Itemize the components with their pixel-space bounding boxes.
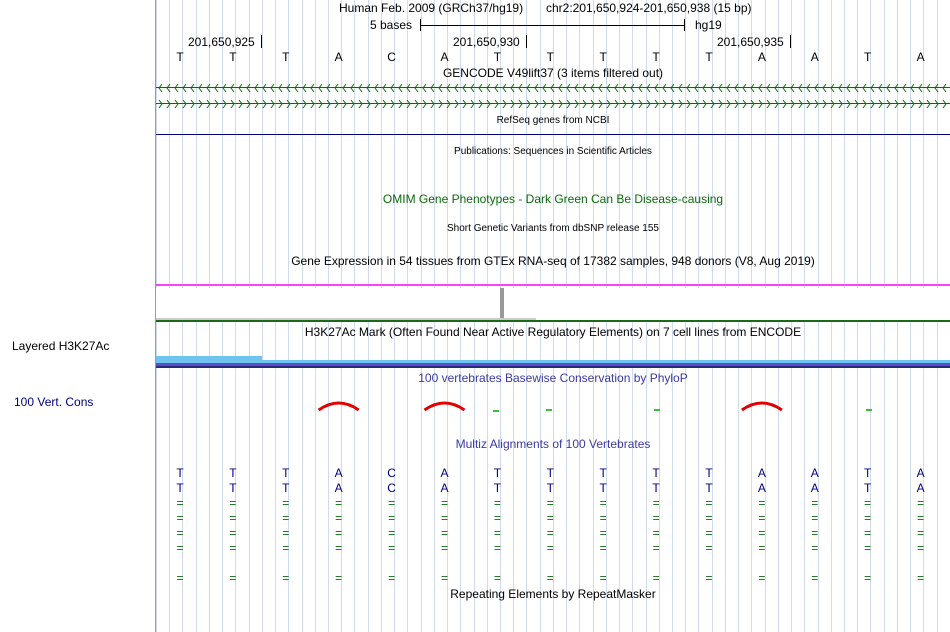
alignment-base-rhesus: T	[546, 481, 554, 495]
h3k27ac-signal-3[interactable]	[156, 366, 950, 368]
alignment-base-elephant: =	[440, 526, 448, 540]
alignment-base-rhesus: A	[757, 481, 766, 495]
alignment-base-human: A	[757, 466, 766, 480]
alignment-base-elephant: =	[864, 526, 872, 540]
phylop-low-mark	[546, 409, 552, 411]
alignment-base-mouse: =	[440, 496, 448, 510]
alignment-base-rhesus: T	[282, 481, 290, 495]
alignment-base-rhesus: C	[387, 481, 396, 495]
alignment-base-chicken: =	[811, 541, 819, 555]
phylop-low-mark	[493, 410, 499, 412]
multiz-track-title[interactable]: Multiz Alignments of 100 Vertebrates	[455, 437, 651, 451]
gtex-aox2p-bar[interactable]	[156, 284, 950, 286]
alignment-base-dog: =	[282, 511, 290, 525]
gtex-divider	[156, 320, 950, 322]
alignment-base-human: C	[387, 466, 396, 480]
gtex-ac007163-area[interactable]	[156, 288, 950, 320]
dbsnp-track-title[interactable]: Short Genetic Variants from dbSNP release 155	[447, 223, 659, 234]
alignment-base-zebrafish: =	[282, 571, 290, 585]
alignment-base-mouse: =	[282, 496, 290, 510]
publications-track-title[interactable]: Publications: Sequences in Scientific Articles	[454, 146, 652, 157]
alignment-base-zebrafish: =	[229, 571, 237, 585]
alignment-base-dog: =	[917, 511, 925, 525]
alignment-base-mouse: =	[705, 496, 713, 510]
position-readout: chr2:201,650,924-201,650,938 (15 bp)	[546, 1, 752, 15]
alignment-base-chicken: =	[176, 541, 184, 555]
sequence-base: T	[864, 50, 872, 64]
scale-bar-line	[420, 25, 684, 26]
phylop-conservation-plot[interactable]	[156, 398, 950, 418]
phylop-low-mark	[654, 409, 660, 411]
scale-bar-tick-right	[684, 19, 685, 31]
alignment-base-dog: =	[546, 511, 554, 525]
alignment-base-chicken: =	[705, 541, 713, 555]
alignment-base-dog: =	[758, 511, 766, 525]
alignment-base-mouse: =	[864, 496, 872, 510]
alignment-base-human: T	[864, 466, 872, 480]
sequence-base: T	[282, 50, 290, 64]
phylop-track-title[interactable]: 100 vertebrates Basewise Conservation by PhyloP	[418, 371, 688, 385]
alignment-base-chicken: =	[229, 541, 237, 555]
alignment-base-mouse: =	[811, 496, 819, 510]
alignment-base-zebrafish: =	[493, 571, 501, 585]
alignment-base-dog: =	[440, 511, 448, 525]
alignment-base-chicken: =	[599, 541, 607, 555]
alignment-base-rhesus: T	[229, 481, 237, 495]
alignment-base-mouse: =	[229, 496, 237, 510]
coord-tick-3	[790, 35, 791, 48]
alignment-base-zebrafish: =	[335, 571, 343, 585]
alignment-base-zebrafish: =	[758, 571, 766, 585]
alignment-base-dog: =	[811, 511, 819, 525]
alignment-base-human: T	[176, 466, 184, 480]
alignment-base-chicken: =	[440, 541, 448, 555]
alignment-base-chicken: =	[864, 541, 872, 555]
omim-track-title[interactable]: OMIM Gene Phenotypes - Dark Green Can Be Disease-causing	[382, 192, 724, 206]
alignment-base-elephant: =	[811, 526, 819, 540]
sequence-base: C	[387, 50, 396, 64]
alignment-base-elephant: =	[176, 526, 184, 540]
alignment-base-zebrafish: =	[705, 571, 713, 585]
coord-tick-2	[526, 35, 527, 48]
alignment-base-zebrafish: =	[599, 571, 607, 585]
sequence-base: T	[229, 50, 237, 64]
alignment-base-dog: =	[229, 511, 237, 525]
alignment-base-mouse: =	[917, 496, 925, 510]
sequence-base: T	[176, 50, 184, 64]
refseq-track-title[interactable]: RefSeq genes from NCBI	[496, 115, 610, 126]
alignment-base-dog: =	[493, 511, 501, 525]
alignment-base-human: T	[705, 466, 713, 480]
alignment-base-human: T	[282, 466, 290, 480]
alignment-base-elephant: =	[599, 526, 607, 540]
coord-label-2: 201,650,930	[453, 35, 520, 49]
repeatmasker-track-title[interactable]: Repeating Elements by RepeatMasker	[450, 587, 656, 601]
phylop-peak	[319, 403, 359, 410]
alignment-base-human: T	[493, 466, 502, 480]
alignment-base-human: T	[599, 466, 607, 480]
alignment-base-rhesus: T	[599, 481, 607, 495]
alignment-base-rhesus: A	[810, 481, 819, 495]
sequence-base: A	[440, 50, 449, 64]
alignment-base-dog: =	[388, 511, 396, 525]
sequence-base: T	[705, 50, 713, 64]
alignment-base-elephant: =	[546, 526, 554, 540]
alignment-base-rhesus: T	[176, 481, 184, 495]
alignment-base-mouse: =	[335, 496, 343, 510]
gencode-track-title[interactable]: GENCODE V49lift37 (3 items filtered out)	[442, 66, 664, 80]
alignment-base-mouse: =	[599, 496, 607, 510]
alignment-base-zebrafish: =	[440, 571, 448, 585]
sequence-base: A	[334, 50, 343, 64]
h3k27ac-track-title[interactable]: H3K27Ac Mark (Often Found Near Active Regulatory Elements) on 7 cell lines from ENCODE	[304, 325, 802, 339]
alignment-base-dog: =	[176, 511, 184, 525]
track-label-h3k27ac[interactable]: Layered H3K27Ac	[12, 339, 110, 353]
alignment-base-rhesus: T	[493, 481, 502, 495]
alignment-base-dog: =	[599, 511, 607, 525]
alignment-base-mouse: =	[758, 496, 766, 510]
alignment-base-rhesus: A	[916, 481, 925, 495]
alignment-base-dog: =	[335, 511, 343, 525]
sequence-base: A	[916, 50, 925, 64]
alignment-base-dog: =	[652, 511, 660, 525]
alignment-base-elephant: =	[652, 526, 660, 540]
refseq-gene-line[interactable]	[156, 134, 950, 135]
alignment-base-rhesus: T	[705, 481, 713, 495]
alignment-base-zebrafish: =	[864, 571, 872, 585]
alignment-base-chicken: =	[546, 541, 554, 555]
sequence-base: T	[493, 50, 502, 64]
phylop-low-mark	[866, 409, 872, 411]
coord-label-1: 201,650,925	[188, 35, 255, 49]
alignment-base-chicken: =	[388, 541, 396, 555]
alignment-base-rhesus: T	[864, 481, 872, 495]
scale-bar-text: 5 bases	[370, 18, 413, 32]
sequence-base: T	[652, 50, 660, 64]
phylop-peak	[425, 403, 465, 410]
alignment-base-elephant: =	[388, 526, 396, 540]
alignment-base-chicken: =	[917, 541, 925, 555]
alignment-base-elephant: =	[705, 526, 713, 540]
alignment-base-zebrafish: =	[652, 571, 660, 585]
sequence-base: T	[546, 50, 554, 64]
alignment-base-elephant: =	[282, 526, 290, 540]
sequence-base: T	[599, 50, 607, 64]
coord-tick-1	[261, 35, 262, 48]
alignment-base-rhesus: T	[652, 481, 660, 495]
alignment-base-mouse: =	[176, 496, 184, 510]
gtex-track-title[interactable]: Gene Expression in 54 tissues from GTEx RNA-seq of 17382 samples, 948 donors (V8, Aug 2019)	[291, 254, 815, 268]
track-label-column	[0, 0, 155, 632]
alignment-base-chicken: =	[335, 541, 343, 555]
alignment-base-chicken: =	[758, 541, 766, 555]
alignment-base-zebrafish: =	[176, 571, 184, 585]
alignment-base-mouse: =	[546, 496, 554, 510]
alignment-base-dog: =	[705, 511, 713, 525]
alignment-base-zebrafish: =	[811, 571, 819, 585]
alignment-base-mouse: =	[493, 496, 501, 510]
alignment-base-elephant: =	[493, 526, 501, 540]
alignment-base-human: T	[546, 466, 554, 480]
alignment-base-rhesus: A	[334, 481, 343, 495]
alignment-base-zebrafish: =	[388, 571, 396, 585]
alignment-base-human: A	[334, 466, 343, 480]
assembly-title: Human Feb. 2009 (GRCh37/hg19)	[339, 1, 524, 15]
phylop-peak	[742, 403, 782, 410]
alignment-base-mouse: =	[652, 496, 660, 510]
alignment-base-elephant: =	[758, 526, 766, 540]
gene-arrows-bzw1-as1[interactable]	[156, 83, 950, 93]
alignment-base-human: A	[440, 466, 449, 480]
sequence-base: A	[757, 50, 766, 64]
alignment-base-mouse: =	[388, 496, 396, 510]
scale-db-label: hg19	[695, 18, 722, 32]
alignment-base-rhesus: A	[440, 481, 449, 495]
alignment-base-elephant: =	[335, 526, 343, 540]
alignment-base-chicken: =	[652, 541, 660, 555]
alignment-base-zebrafish: =	[917, 571, 925, 585]
sequence-base: A	[810, 50, 819, 64]
alignment-base-elephant: =	[917, 526, 925, 540]
gtex-expression-bar[interactable]	[500, 288, 504, 319]
alignment-base-human: T	[229, 466, 237, 480]
alignment-base-chicken: =	[282, 541, 290, 555]
alignment-base-human: A	[916, 466, 925, 480]
alignment-base-zebrafish: =	[546, 571, 554, 585]
track-label-conservation[interactable]: 100 Vert. Cons	[14, 395, 94, 409]
scale-bar-tick-left	[420, 19, 421, 31]
coord-label-3: 201,650,935	[717, 35, 784, 49]
alignment-base-chicken: =	[493, 541, 501, 555]
alignment-base-human: A	[810, 466, 819, 480]
alignment-base-elephant: =	[229, 526, 237, 540]
alignment-base-human: T	[652, 466, 660, 480]
gene-arrows-ensg[interactable]	[156, 99, 950, 109]
alignment-base-dog: =	[864, 511, 872, 525]
